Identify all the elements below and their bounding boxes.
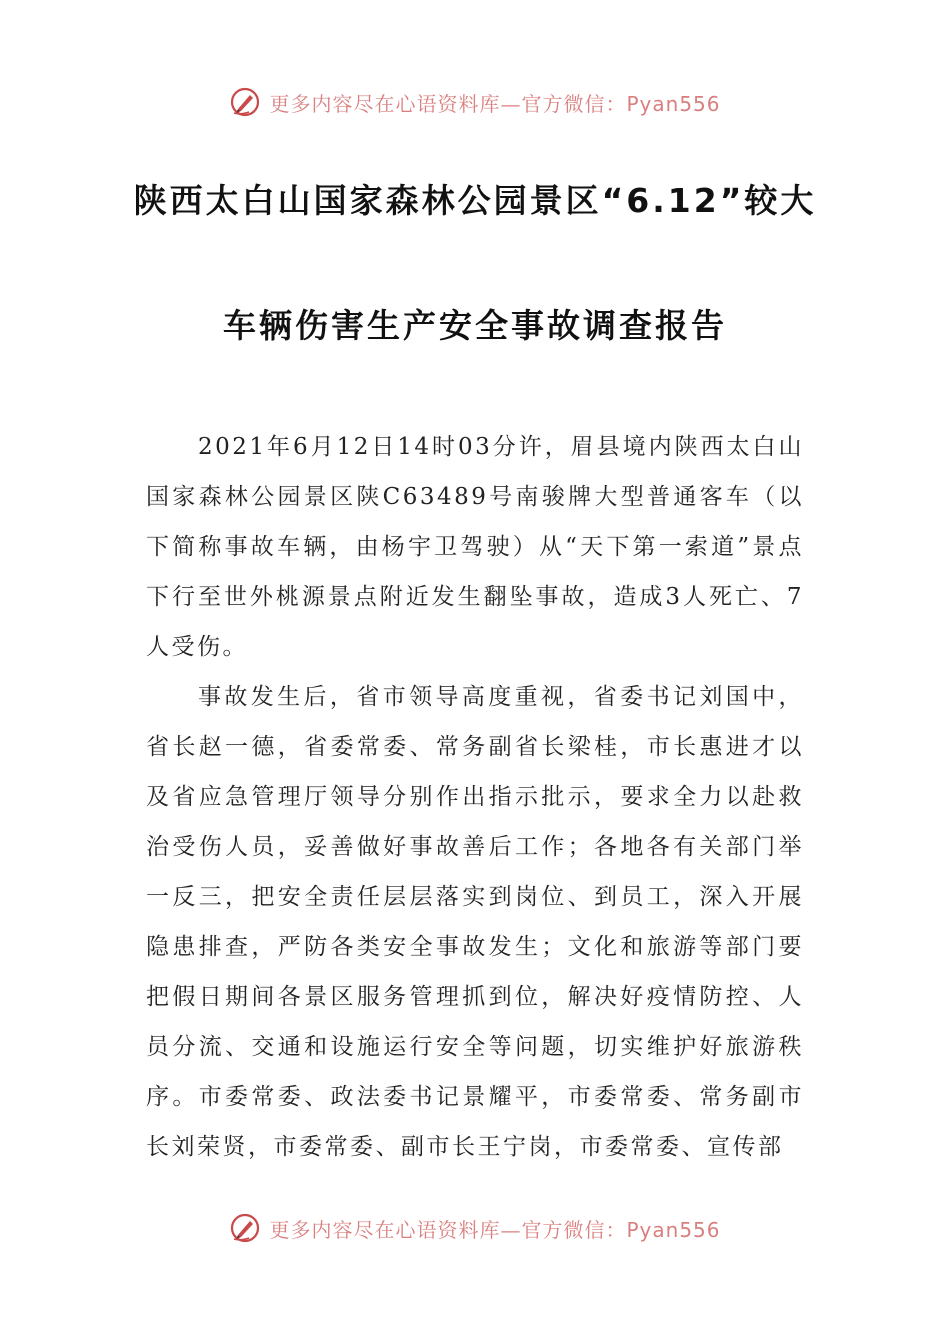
document-title-line-1: 陕西太白山国家森林公园景区“6.12”较大 (133, 181, 817, 220)
document-title-line-2: 车辆伤害生产安全事故调查报告 (223, 306, 727, 345)
pen-circle-logo-icon (229, 86, 261, 118)
watermark-header (0, 82, 950, 122)
watermark-text: 更多内容尽在心语资料库—官方微信：Pyan556 (269, 91, 721, 116)
pen-circle-logo-icon (229, 1212, 261, 1244)
body-paragraph-1: 2021年6月12日14时03分许，眉县境内陕西太白山国家森林公园景区陕C63489号南骏牌大型普通客车（以下简称事故车辆，由杨宇卫驾驶）从“天下第一索道”景点下行至世外桃源景点附近发生翻坠事故，造成3人死亡、7人受伤。 (146, 434, 804, 660)
body-paragraph-2: 事故发生后，省市领导高度重视，省委书记刘国中，省长赵一德，省委常委、常务副省长梁桂，市长惠进才以及省应急管理厅领导分别作出指示批示，要求全力以赴救治受伤人员，妥善做好事故善后工作；各地各有关部门举一反三，把安全责任层层落实到岗位、到员工，深入开展隐患排查，严防各类安全事故发生；文化和旅游等部门要把假日期间各景区服务管理抓到位，解决好疫情防控、人员分流、交通和设施运行安全等问题，切实维护好旅游秩序。市委常委、政法委书记景耀平，市委常委、常务副市长刘荣贤，市委常委、副市长王宁岗，市委常委、宣传部 (146, 684, 804, 1160)
watermark-footer (0, 1208, 950, 1248)
watermark-text: 更多内容尽在心语资料库—官方微信：Pyan556 (269, 1217, 721, 1242)
